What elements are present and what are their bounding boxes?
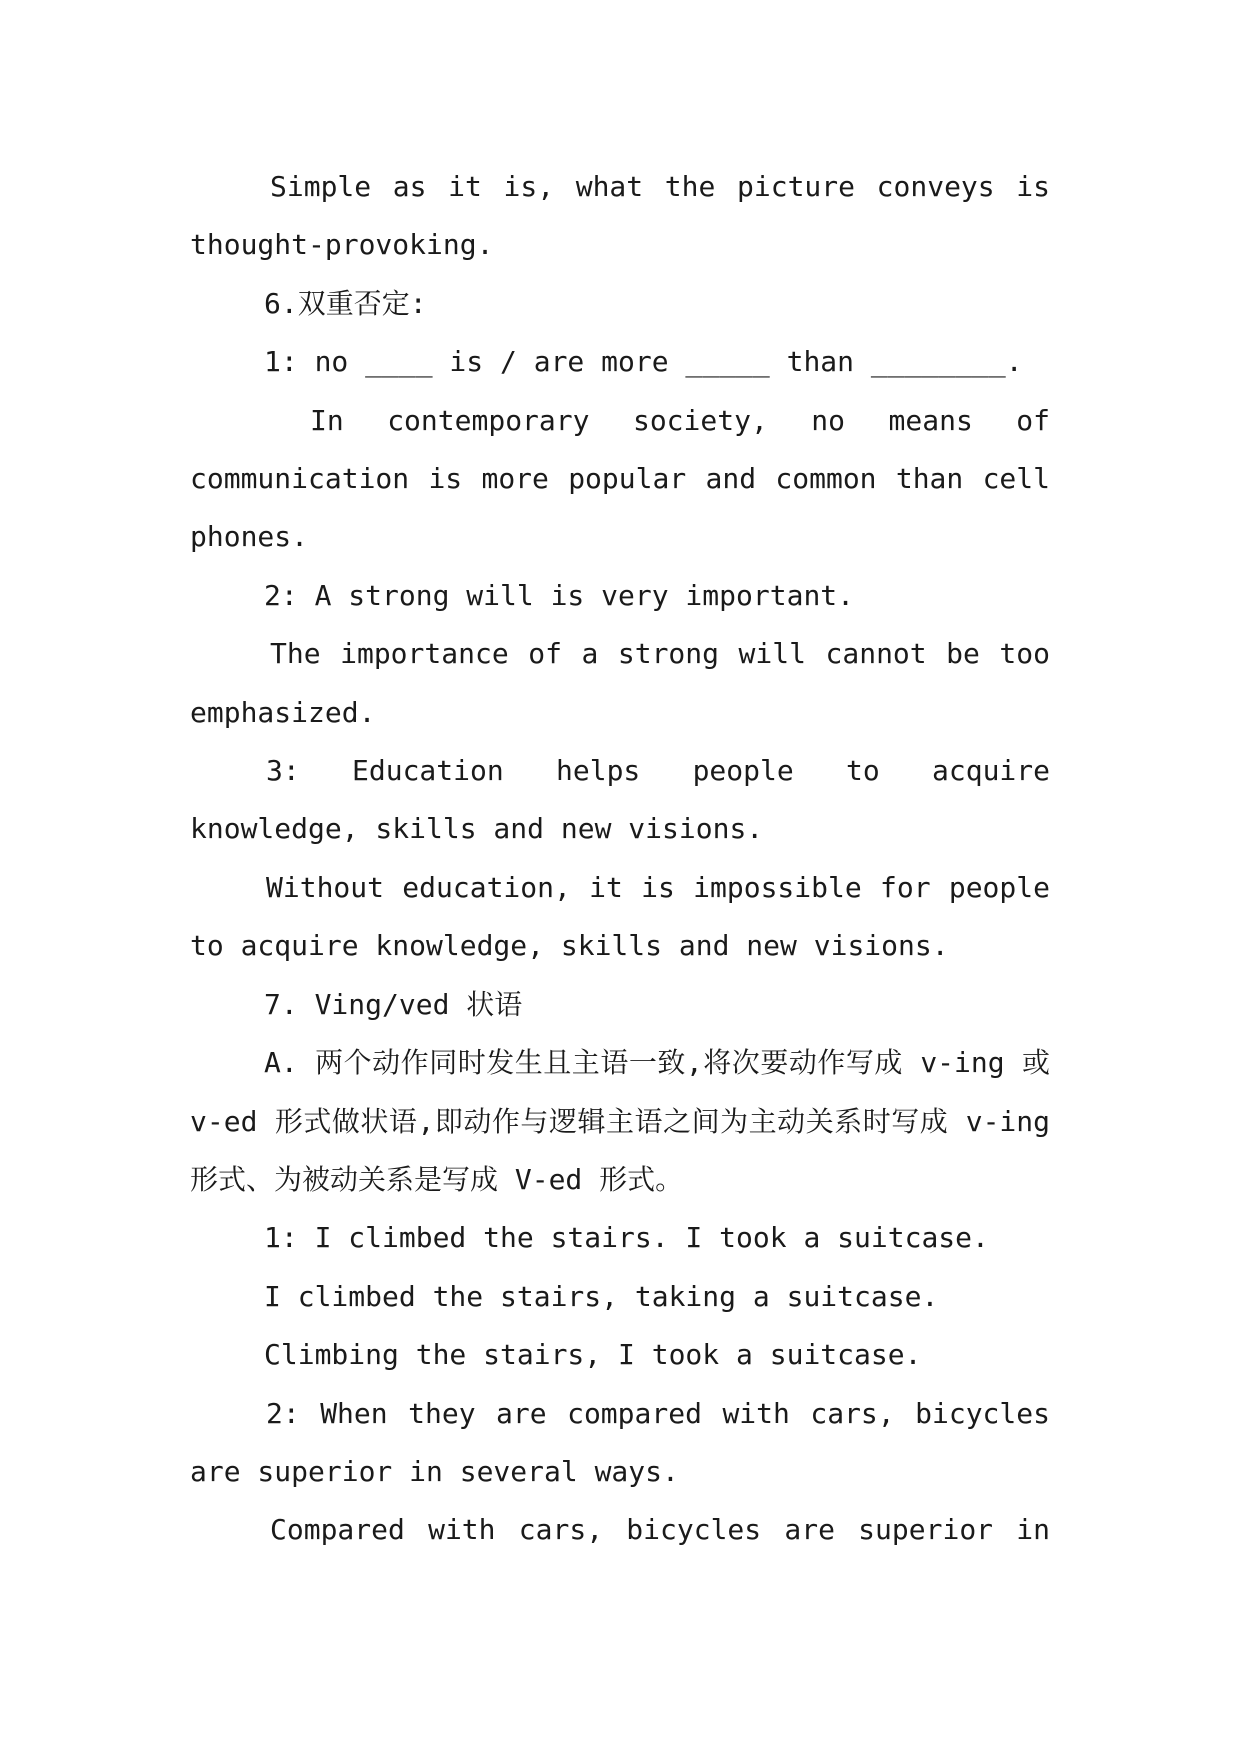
heading-ving-ved: 7. Ving/ved 状语 bbox=[264, 987, 523, 1021]
sentence-climbed-stairs: 1: I climbed the stairs. I took a suitcase. bbox=[264, 1221, 989, 1255]
explanation-adverbial: A. 两个动作同时发生且主语一致,将次要动作写成 v-ing 或 v-ed 形式做状语,即动作与逻辑主语之间为主动关系时写成 v-ing 形式、为被动关系是写成 V-ed 形式。 bbox=[190, 1046, 1050, 1196]
sentence-strong-will: 2: A strong will is very important. bbox=[264, 578, 855, 612]
sentence-education: 3: Education helps people to acquire knowledge, skills and new visions. bbox=[190, 754, 1050, 846]
example-without-education: Without education, it is impossible for people to acquire knowledge, skills and new visions. bbox=[190, 870, 1050, 963]
example-taking-suitcase: I climbed the stairs, taking a suitcase. bbox=[264, 1279, 939, 1313]
pattern-no-more-than: 1: no ____ is / are more _____ than ________. bbox=[264, 345, 1023, 379]
example-climbing-stairs: Climbing the stairs, I took a suitcase. bbox=[264, 1338, 922, 1372]
example-strong-will: The importance of a strong will cannot be too emphasized. bbox=[190, 637, 1050, 729]
heading-double-negation: 6.双重否定: bbox=[264, 286, 427, 320]
sentence-compared-cars: 2: When they are compared with cars, bicycles are superior in several ways. bbox=[190, 1396, 1050, 1488]
example-compared-with-cars: Compared with cars, bicycles are superior in bbox=[270, 1513, 1050, 1547]
document-body bbox=[190, 158, 1050, 1560]
example-cell-phones: In contemporary society, no means of communication is more popular and common than cell phones. bbox=[190, 403, 1050, 554]
paragraph-simple-as-it-is: Simple as it is, what the picture conveys is thought-provoking. bbox=[190, 170, 1050, 262]
